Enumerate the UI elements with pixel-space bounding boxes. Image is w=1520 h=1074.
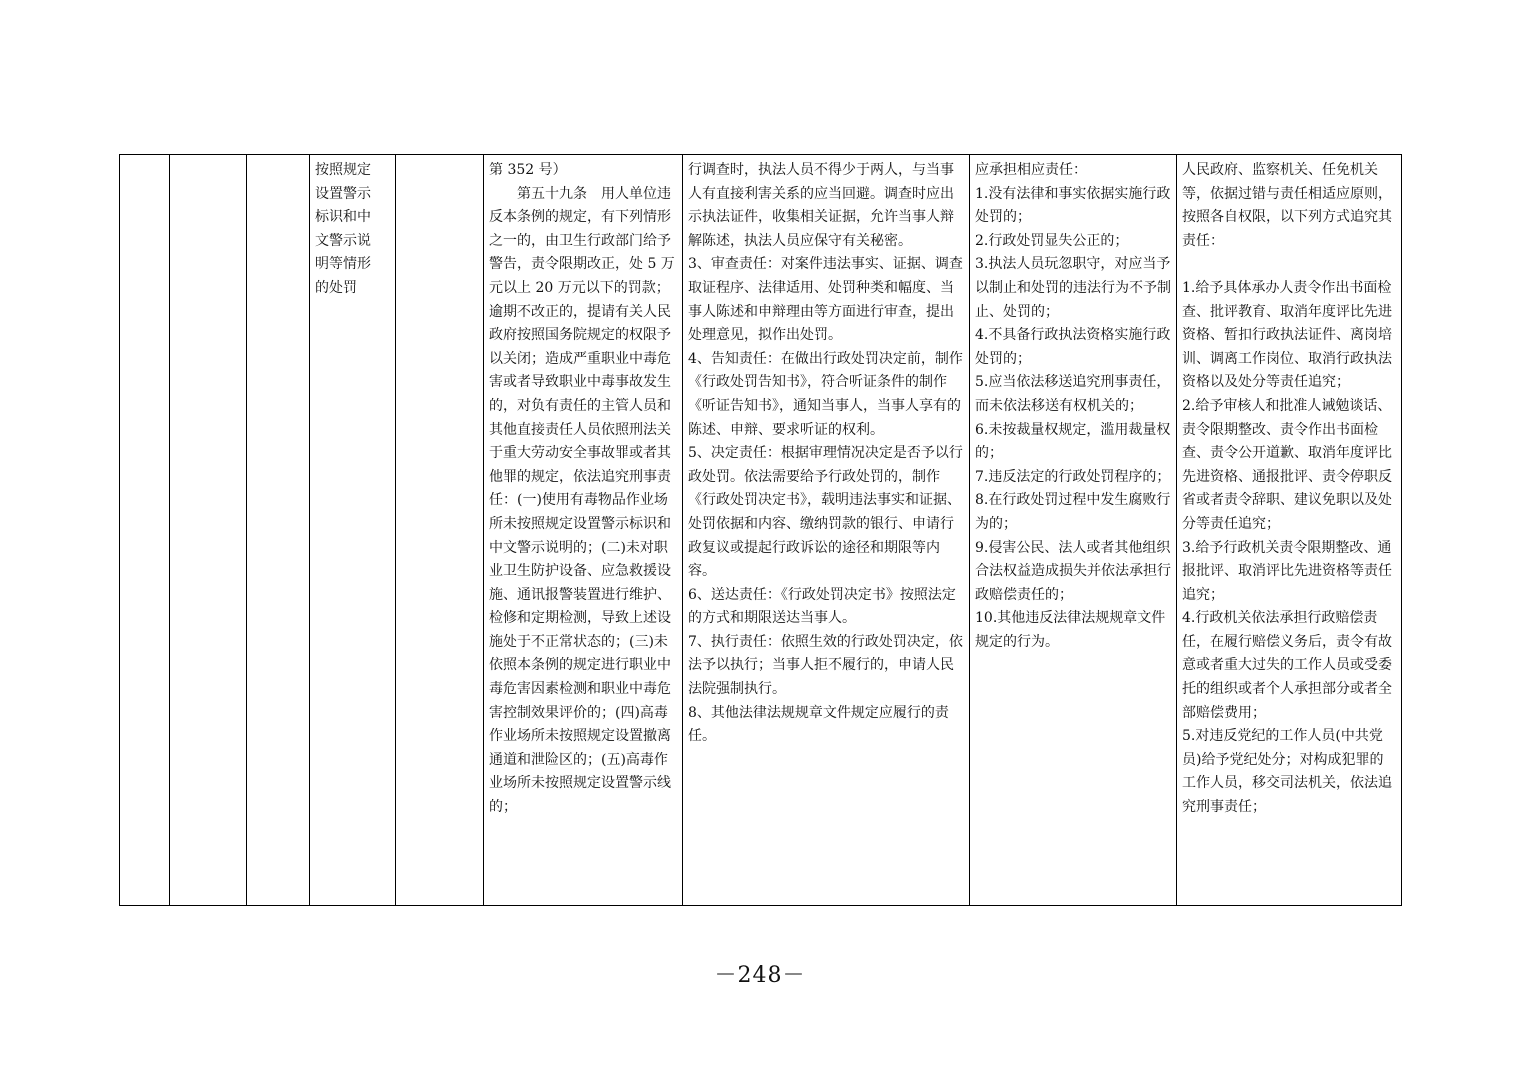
cell-col5 — [396, 155, 484, 906]
cell-col3 — [247, 155, 310, 906]
cell-legal-basis: 第 352 号） 第五十九条 用人单位违反本条例的规定，有下列情形之一的，由卫生行政部门给予警告，责令限期改正，处 5 万元以上 20 万元以下的罚款；逾期不改正的，提请有关人民政府按照国务院规定的权限予以关闭；造成严重职业中毒危害或者导致职业中毒事故发生的，对负有责任的主管人员和其他直接责任人员依照刑法关于重大劳动安全事故罪或者其他罪的规定，依法追究刑事责任：(一)使用有毒物品作业场所未按照规定设置警示标识和中文警示说明的；(二)未对职业卫生防护设备、应急救援设施、通讯报警装置进行维护、检修和定期检测，导致上述设施处于不正常状态的；(三)未依照本条例的规定进行职业中毒危害因素检测和职业中毒危害控制效果评价的；(四)高毒作业场所未按照规定设置撤离通道和泄险区的；(五)高毒作业场所未按照规定设置警示线的； — [484, 155, 683, 906]
cell-col2 — [170, 155, 247, 906]
cell-accountability-methods: 人民政府、监察机关、任免机关等，依据过错与责任相适应原则，按照各自权限，以下列方式追究其责任： 1.给予具体承办人责令作出书面检查、批评教育、取消年度评比先进资格、暂扣行政执法证件、离岗培训、调离工作岗位、取消行政执法资格以及处分等责任追究； 2.给予审核人和批准人诫勉谈话、责令限期整改、责令作出书面检查、责令公开道歉、取消年度评比先进资格、通报批评、责令停职反省或者责令辞职、建议免职以及处分等责任追究； 3.给予行政机关责令限期整改、通报批评、取消评比先进资格等责任追究； 4.行政机关依法承担行政赔偿责任，在履行赔偿义务后，责令有故意或者重大过失的工作人员或受委托的组织或者个人承担部分或者全部赔偿费用； 5.对违反党纪的工作人员(中共党员)给予党纪处分；对构成犯罪的工作人员，移交司法机关，依法追究刑事责任； — [1177, 155, 1402, 906]
cell-item-name: 按照规定 设置警示 标识和中 文警示说 明等情形 的处罚 — [310, 155, 396, 906]
page-number: －248－ — [714, 963, 806, 988]
cell-responsibility: 行调查时，执法人员不得少于两人，与当事人有直接利害关系的应当回避。调查时应出示执法证件，收集相关证据，允许当事人辩解陈述，执法人员应保守有关秘密。 3、审查责任：对案件违法事实、证据、调查取证程序、法律适用、处罚种类和幅度、当事人陈述和申辩理由等方面进行审查，提出处理意见，拟作出处罚。 4、告知责任：在做出行政处罚决定前，制作《行政处罚告知书》，符合听证条件的制作《听证告知书》，通知当事人，当事人享有的陈述、申辩、要求听证的权利。 5、决定责任：根据审理情况决定是否予以行政处罚。依法需要给予行政处罚的，制作《行政处罚决定书》，载明违法事实和证据、处罚依据和内容、缴纳罚款的银行、申请行政复议或提起行政诉讼的途径和期限等内容。 6、送达责任：《行政处罚决定书》按照法定的方式和期限送达当事人。 7、执行责任：依照生效的行政处罚决定，依法予以执行；当事人拒不履行的，申请人民法院强制执行。 8、其他法律法规规章文件规定应履行的责任。 — [683, 155, 970, 906]
cell-accountability-cases: 应承担相应责任： 1.没有法律和事实依据实施行政处罚的； 2.行政处罚显失公正的； 3.执法人员玩忽职守，对应当予以制止和处罚的违法行为不予制止、处罚的； 4.不具备行政执法资格实施行政处罚的； 5.应当依法移送追究刑事责任，而未依法移送有权机关的； 6.未按裁量权规定，滥用裁量权的； 7.违反法定的行政处罚程序的； 8.在行政处罚过程中发生腐败行为的； 9.侵害公民、法人或者其他组织合法权益造成损失并依法承担行政赔偿责任的； 10.其他违反法律法规规章文件规定的行为。 — [970, 155, 1177, 906]
penalty-table — [119, 154, 1402, 906]
cell-col1 — [120, 155, 170, 906]
table-row — [120, 155, 1402, 906]
